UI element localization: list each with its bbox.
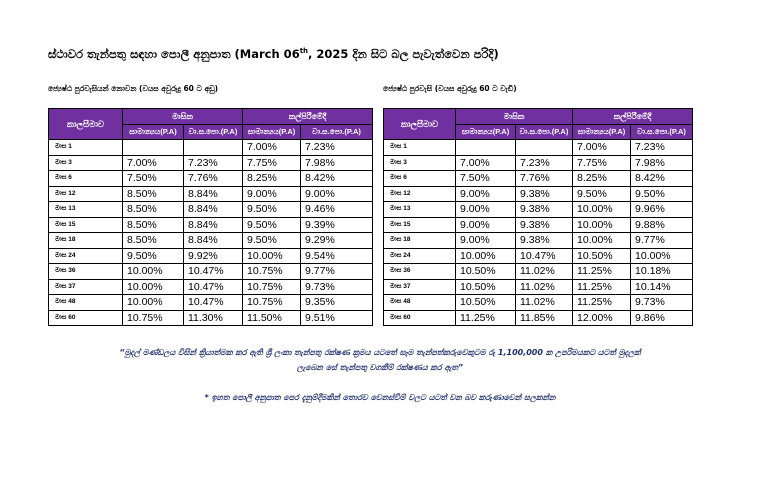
deposit-insurance-note (0, 345, 760, 375)
table-row (384, 171, 693, 187)
rate-cell: 9.73% (301, 279, 373, 295)
rate-cell: 10.75% (123, 310, 184, 326)
rate-cell: 10.47% (184, 295, 243, 311)
period-cell: මාස 37 (384, 279, 456, 295)
rate-cell: 9.50% (573, 186, 631, 202)
rate-cell: 11.25% (573, 264, 631, 280)
period-cell: මාස 18 (49, 233, 123, 249)
rate-cell: 8.84% (184, 217, 243, 233)
table-row (49, 217, 373, 233)
rate-cell: 9.50% (631, 186, 693, 202)
note-line-2: ලැබෙන සේ තැන්පතු වගකීම් රක්ෂණය කර ඇත” (296, 363, 464, 372)
period-cell: මාස 18 (384, 233, 456, 249)
table-row (49, 295, 373, 311)
table-row (384, 233, 693, 249)
period-cell: මාස 24 (49, 248, 123, 264)
rate-cell: 7.50% (123, 171, 184, 187)
rate-cell: 10.75% (243, 264, 301, 280)
rate-cell: 12.00% (573, 310, 631, 326)
rate-cell: 7.00% (573, 140, 631, 156)
rate-cell: 9.00% (456, 217, 516, 233)
rate-cell: 10.47% (184, 279, 243, 295)
table-row (49, 264, 373, 280)
period-cell: මාස 60 (384, 310, 456, 326)
rate-cell: 11.30% (184, 310, 243, 326)
table-row (384, 279, 693, 295)
rate-cell: 9.86% (631, 310, 693, 326)
rate-cell: 9.00% (456, 202, 516, 218)
table-row (384, 155, 693, 171)
table-row (49, 310, 373, 326)
rate-cell: 7.00% (243, 140, 301, 156)
table-row (384, 310, 693, 326)
period-cell: මාස 12 (49, 186, 123, 202)
table-row (49, 186, 373, 202)
period-cell: මාස 3 (49, 155, 123, 171)
period-cell: මාස 24 (384, 248, 456, 264)
rate-cell: 10.00% (456, 248, 516, 264)
rate-cell: 10.00% (573, 217, 631, 233)
table-row (384, 295, 693, 311)
note-line-1: “මුදල් මණ්ඩලය විසින් ක්‍රියාත්මක කර ඇති ශ්‍රී ලංකා තැන්පතු රක්ෂණ ක්‍රමය යටතේ සෑම තැන්පත්කරුවෙකුටම රු 1,100,000 ක උපරිමයකට යටත් මුදලක් (119, 348, 641, 357)
rate-cell: 7.75% (573, 155, 631, 171)
rate-cell: 7.00% (123, 155, 184, 171)
table-row (49, 279, 373, 295)
rate-cell: 9.88% (631, 217, 693, 233)
rate-cell: 7.98% (301, 155, 373, 171)
period-cell: මාස 6 (49, 171, 123, 187)
table-row (384, 202, 693, 218)
table-row (384, 248, 693, 264)
rate-cell: 8.42% (301, 171, 373, 187)
rate-cell: 9.77% (301, 264, 373, 280)
rate-cell: 11.25% (456, 310, 516, 326)
table-row (384, 217, 693, 233)
rate-cell (456, 140, 516, 156)
rate-cell: 11.25% (573, 279, 631, 295)
period-cell: මාස 3 (384, 155, 456, 171)
rate-cell: 9.00% (456, 186, 516, 202)
sub-header: සාමාන්‍යය(P.A) (573, 125, 631, 140)
rate-cell (184, 140, 243, 156)
rate-cell: 8.50% (123, 233, 184, 249)
period-cell: මාස 48 (49, 295, 123, 311)
rate-cell: 10.18% (631, 264, 693, 280)
rate-cell: 8.25% (243, 171, 301, 187)
rate-cell: 9.50% (243, 233, 301, 249)
rate-cell: 10.00% (123, 295, 184, 311)
rate-cell: 8.84% (184, 202, 243, 218)
group-header-maturity: කල්පිරීමේදී (243, 109, 373, 125)
rate-cell: 9.92% (184, 248, 243, 264)
period-cell: මාස 1 (49, 140, 123, 156)
rate-cell (123, 140, 184, 156)
rate-cell: 9.50% (243, 217, 301, 233)
rate-cell: 9.38% (516, 186, 573, 202)
rate-cell: 10.00% (573, 233, 631, 249)
period-cell: මාස 6 (384, 171, 456, 187)
rate-cell: 11.02% (516, 295, 573, 311)
rate-cell: 11.85% (516, 310, 573, 326)
rate-cell: 10.50% (573, 248, 631, 264)
rate-cell: 7.76% (184, 171, 243, 187)
period-cell: මාස 37 (49, 279, 123, 295)
period-cell: මාස 36 (384, 264, 456, 280)
rate-cell: 10.00% (243, 248, 301, 264)
rate-cell: 9.46% (301, 202, 373, 218)
sub-header: සාමාන්‍යය(P.A) (243, 125, 301, 140)
rate-cell: 7.23% (301, 140, 373, 156)
rate-cell: 7.75% (243, 155, 301, 171)
title-sup: th (299, 47, 309, 56)
table-row (49, 155, 373, 171)
table-row (49, 171, 373, 187)
rate-cell: 11.25% (573, 295, 631, 311)
period-cell: මාස 15 (49, 217, 123, 233)
rate-cell: 9.38% (516, 233, 573, 249)
rate-cell: 9.38% (516, 217, 573, 233)
rate-cell: 10.50% (456, 279, 516, 295)
sub-header: සාමාන්‍යය(P.A) (123, 125, 184, 140)
rate-cell: 9.50% (123, 248, 184, 264)
rate-cell: 9.00% (456, 233, 516, 249)
rate-cell: 10.47% (516, 248, 573, 264)
group-header-maturity: කල්පිරීමේදී (573, 109, 693, 125)
page-title (48, 47, 499, 62)
rate-cell: 9.73% (631, 295, 693, 311)
sub-header: සාමාන්‍යය(P.A) (456, 125, 516, 140)
rate-cell: 7.76% (516, 171, 573, 187)
table-row (384, 140, 693, 156)
rate-cell: 10.47% (184, 264, 243, 280)
rate-cell: 9.51% (301, 310, 373, 326)
rates-table-non-senior (48, 108, 373, 326)
rate-cell (516, 140, 573, 156)
rate-cell: 8.84% (184, 186, 243, 202)
table-row (49, 140, 373, 156)
rate-cell: 8.50% (123, 202, 184, 218)
rate-cell: 11.02% (516, 279, 573, 295)
rate-cell: 9.35% (301, 295, 373, 311)
title-prefix: ස්ථාවර තැන්පතු සඳහා පොලී අනුපාත (March 06 (48, 47, 300, 61)
period-cell: මාස 12 (384, 186, 456, 202)
rate-cell: 9.29% (301, 233, 373, 249)
rate-cell: 10.00% (123, 279, 184, 295)
rates-table-senior (383, 108, 693, 326)
rate-cell: 9.00% (301, 186, 373, 202)
sub-header: වා.ස.පො.(P.A) (184, 125, 243, 140)
period-header: කාලසීමාව (49, 109, 123, 140)
table-subtitle-non-senior: ජ්‍යෙෂ්ඨ පුරවැසියන් නොවන (වයස අවුරුදු 60 ට අඩු) (48, 84, 219, 93)
rate-cell: 8.84% (184, 233, 243, 249)
rate-cell: 10.00% (631, 248, 693, 264)
rate-cell: 10.75% (243, 279, 301, 295)
table-row (49, 248, 373, 264)
rate-cell: 8.25% (573, 171, 631, 187)
rate-cell: 7.23% (516, 155, 573, 171)
rate-cell: 10.00% (573, 202, 631, 218)
sub-header: වා.ස.පො.(P.A) (631, 125, 693, 140)
table-row (49, 233, 373, 249)
rate-cell: 8.50% (123, 217, 184, 233)
period-cell: මාස 13 (384, 202, 456, 218)
rate-cell: 9.54% (301, 248, 373, 264)
group-header-monthly: මාසික (123, 109, 243, 125)
table-row (384, 264, 693, 280)
rate-cell: 10.14% (631, 279, 693, 295)
rate-cell: 8.42% (631, 171, 693, 187)
rate-cell: 9.38% (516, 202, 573, 218)
table-subtitle-senior: ජ්‍යෙෂ්ඨ පුරවැසි (වයස අවුරුදු 60 ට වැඩි) (383, 84, 517, 93)
period-cell: මාස 15 (384, 217, 456, 233)
rate-cell: 9.39% (301, 217, 373, 233)
title-suffix: , 2025 දින සිට බල පැවැත්වෙන පරිදි) (308, 47, 499, 61)
rate-cell: 9.50% (243, 202, 301, 218)
sub-header: වා.ස.පො.(P.A) (301, 125, 373, 140)
period-cell: මාස 60 (49, 310, 123, 326)
footnote: * ඉහත පොලී අනුපාත පෙර දැනුම්දීමකින් තොරව වෙනස්වීම් වලට යටත් වන බව කරුණාවෙන් සලකන්න (204, 393, 556, 402)
rate-cell: 7.23% (184, 155, 243, 171)
rate-cell: 7.50% (456, 171, 516, 187)
period-header: කාලසීමාව (384, 109, 456, 140)
rate-cell: 7.98% (631, 155, 693, 171)
period-cell: මාස 36 (49, 264, 123, 280)
rate-cell: 8.50% (123, 186, 184, 202)
rate-cell: 9.77% (631, 233, 693, 249)
rate-cell: 9.00% (243, 186, 301, 202)
rate-cell: 10.75% (243, 295, 301, 311)
rate-cell: 10.00% (123, 264, 184, 280)
sub-header: වා.ස.පො.(P.A) (516, 125, 573, 140)
period-cell: මාස 13 (49, 202, 123, 218)
table-row (384, 186, 693, 202)
rate-cell: 10.50% (456, 295, 516, 311)
group-header-monthly: මාසික (456, 109, 573, 125)
rate-cell: 7.23% (631, 140, 693, 156)
rate-cell: 10.50% (456, 264, 516, 280)
table-row (49, 202, 373, 218)
rate-cell: 11.50% (243, 310, 301, 326)
rate-cell: 7.00% (456, 155, 516, 171)
period-cell: මාස 48 (384, 295, 456, 311)
rate-cell: 11.02% (516, 264, 573, 280)
period-cell: මාස 1 (384, 140, 456, 156)
rate-cell: 9.96% (631, 202, 693, 218)
